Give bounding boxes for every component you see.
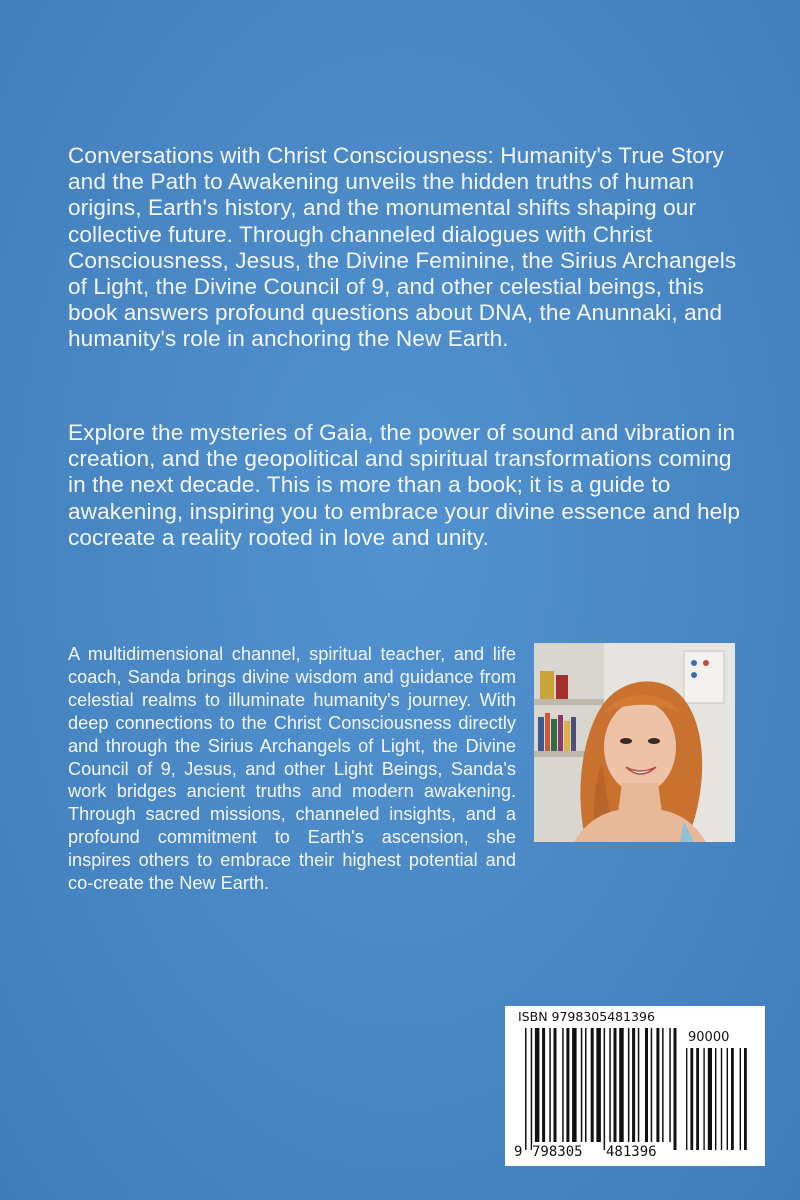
isbn-barcode	[505, 1006, 765, 1166]
price-code: 90000	[688, 1030, 730, 1045]
barcode-bars	[505, 1006, 765, 1166]
description-paragraph-2: Explore the mysteries of Gaia, the power of sound and vibration in creation, and the geopolitical and spiritual transformations coming in the next decade. This is more than a book; it is a guide to awakening, inspiring you to embrace your divine essence and help cocreate a reality rooted in love and unity.	[68, 420, 741, 550]
author-portrait-icon	[534, 643, 735, 842]
author-bio: A multidimensional channel, spiritual teacher, and life coach, Sanda brings divine wisdom and guidance from celestial realms to illuminate humanity's journey. With deep connections to the Christ Consciousness directly and through the Sirius Archangels of Light, the Divine Council of 9, Jesus, and other Light Beings, Sanda's work bridges ancient truths and modern awakening. Through sacred missions, channeled insights, and a profound commitment to Earth's ascension, she inspires others to embrace their highest potential and co-create the New Earth.	[68, 644, 516, 894]
description-paragraph-1: Conversations with Christ Consciousness: Humanity's True Story and the Path to Awakening unveils the hidden truths of human origins, Earth's history, and the monumental shifts shaping our collective future. Through channeled dialogues with Christ Consciousness, Jesus, the Divine Feminine, the Sirius Archangels of Light, the Divine Council of 9, and other celestial beings, this book answers profound questions about DNA, the Anunnaki, and humanity's role in anchoring the New Earth.	[68, 143, 737, 352]
isbn-label: ISBN 9798305481396	[518, 1009, 655, 1024]
author-photo	[534, 643, 735, 842]
barcode-digits-prefix: 9	[514, 1144, 523, 1160]
barcode-digits-left: 798305	[532, 1144, 583, 1160]
barcode-digits-right: 481396	[606, 1144, 657, 1160]
